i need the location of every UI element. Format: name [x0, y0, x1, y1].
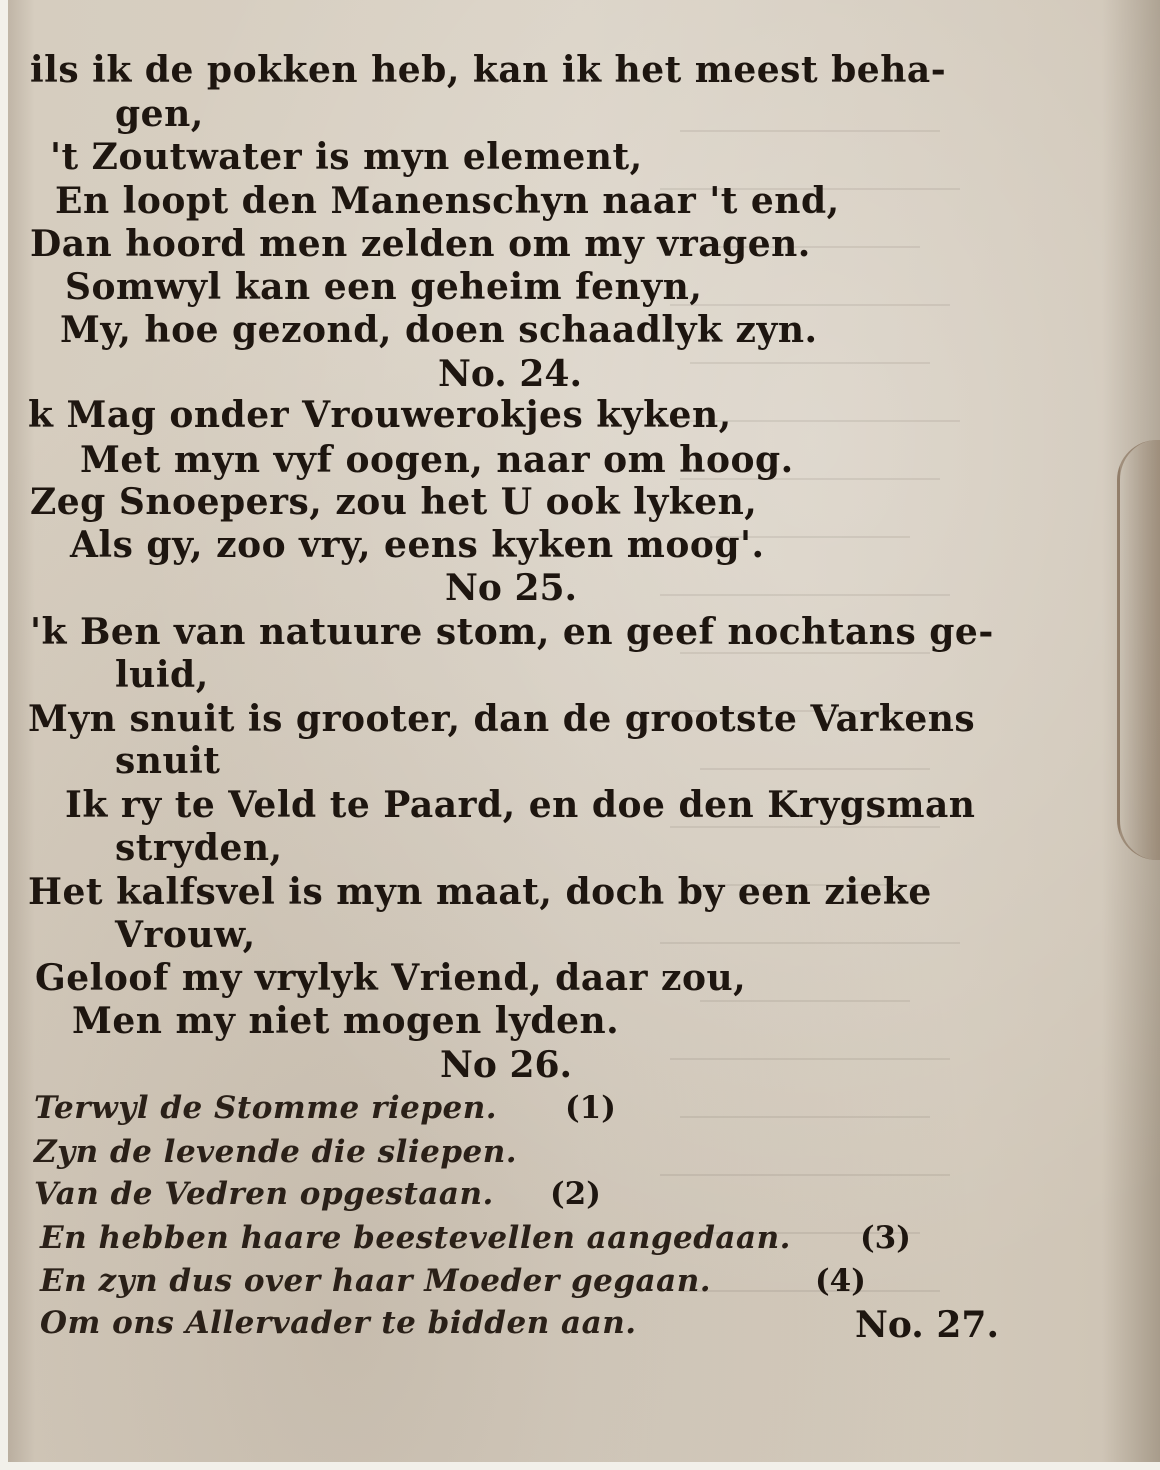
verse-line: Zyn de levende die sliepen.	[34, 1134, 518, 1170]
riddle-number-27: No. 27.	[855, 1304, 999, 1346]
scan-border-left	[0, 0, 8, 1470]
riddle-number-26: No 26.	[440, 1044, 573, 1086]
book-spine-shadow	[1117, 440, 1160, 860]
verse-line: En hebben haare beestevellen aangedaan.	[40, 1220, 791, 1256]
verse-line: Somwyl kan een geheim fenyn,	[65, 266, 703, 308]
riddle-number-25: No 25.	[445, 567, 578, 609]
verse-line: Geloof my vrylyk Vriend, daar zou,	[35, 957, 747, 999]
footnote-marker: (4)	[815, 1263, 866, 1299]
verse-line: En loopt den Manenschyn naar 't end,	[55, 180, 840, 222]
riddle-number-24: No. 24.	[438, 353, 582, 395]
footnote-marker: (2)	[550, 1176, 601, 1212]
scan-border-bottom	[0, 1462, 1160, 1470]
verse-line: Myn snuit is grooter, dan de grootste Varkens	[28, 698, 976, 740]
verse-line: stryden,	[115, 827, 283, 869]
verse-line: Dan hoord men zelden om my vragen.	[30, 223, 811, 265]
verse-line: k Mag onder Vrouwerokjes kyken,	[28, 394, 732, 436]
verse-line: My, hoe gezond, doen schaadlyk zyn.	[60, 309, 818, 351]
verse-line: ils ik de pokken heb, kan ik het meest beha-	[30, 49, 947, 91]
verse-line: 't Zoutwater is myn element,	[50, 136, 643, 178]
verse-line: Vrouw,	[115, 914, 256, 956]
verse-line: luid,	[115, 654, 209, 696]
verse-line: snuit	[115, 740, 221, 782]
verse-line: Van de Vedren opgestaan.	[34, 1176, 494, 1212]
verse-line: Als gy, zoo vry, eens kyken moog'.	[70, 524, 765, 566]
verse-line: Men my niet mogen lyden.	[72, 1000, 620, 1042]
verse-line: 'k Ben van natuure stom, en geef nochtans ge-	[30, 611, 994, 653]
verse-line: Terwyl de Stomme riepen.	[34, 1090, 498, 1126]
verse-line: Met myn vyf oogen, naar om hoog.	[80, 439, 794, 481]
verse-line: Ik ry te Veld te Paard, en doe den Krygsman	[65, 784, 976, 826]
footnote-marker: (3)	[860, 1220, 911, 1256]
footnote-marker: (1)	[565, 1090, 616, 1126]
verse-line: Om ons Allervader te bidden aan.	[40, 1305, 637, 1341]
verse-line: Het kalfsvel is myn maat, doch by een zieke	[28, 871, 932, 913]
verse-line: En zyn dus over haar Moeder gegaan.	[40, 1263, 712, 1299]
verse-line: gen,	[115, 93, 204, 135]
verse-line: Zeg Snoepers, zou het U ook lyken,	[30, 481, 758, 523]
